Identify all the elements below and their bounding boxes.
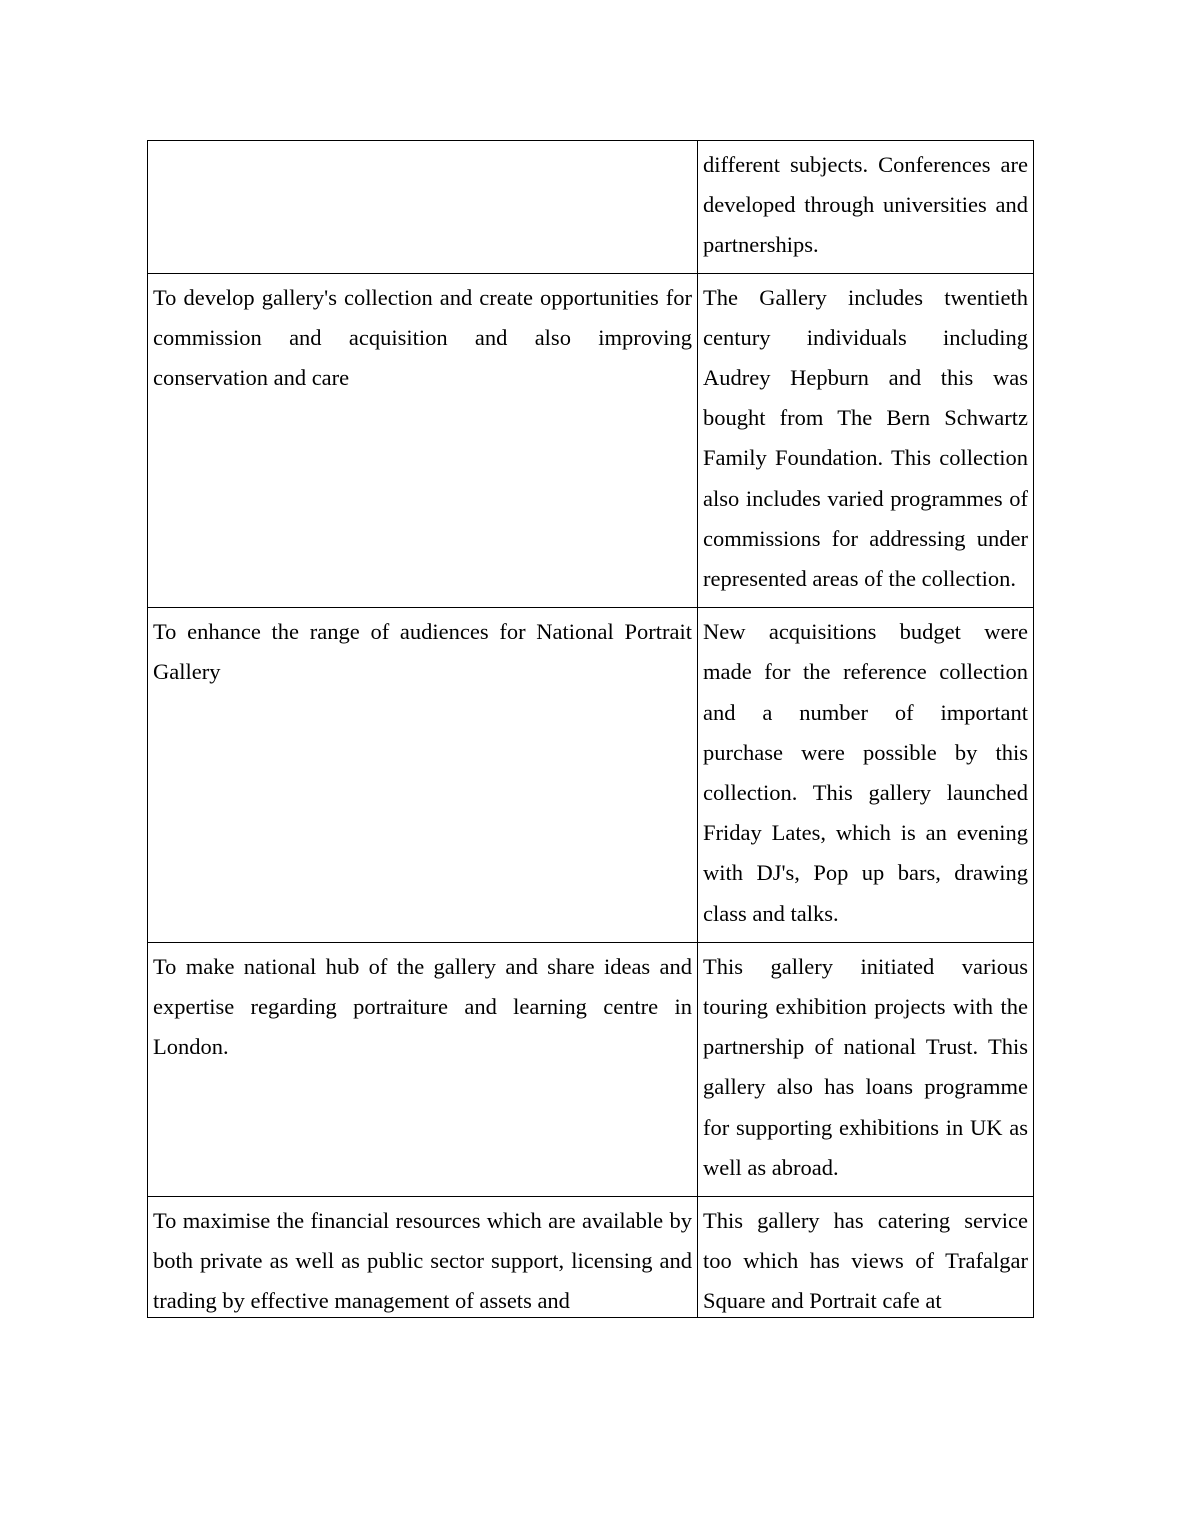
objective-text: To develop gallery's collection and create opportunities for commission and acquisition and also improving conservation and care — [153, 284, 692, 391]
objective-cell — [148, 273, 698, 608]
objective-cell — [148, 608, 698, 943]
table-row — [148, 608, 1034, 943]
objective-text: To make national hub of the gallery and share ideas and expertise regarding portraiture and learning centre in London. — [153, 953, 692, 1060]
objective-cell — [148, 942, 698, 1196]
objectives-table — [147, 140, 1034, 1318]
action-cell — [698, 1197, 1034, 1318]
objective-text — [148, 141, 697, 152]
action-cell — [698, 141, 1034, 274]
action-text: The Gallery includes twentieth century individuals including Audrey Hepburn and this was bought from The Bern Schwartz Family Foundation. This collection also includes varied programmes of commissions for addressing under represented areas of the collection. — [703, 284, 1028, 592]
action-cell — [698, 273, 1034, 608]
table-row — [148, 273, 1034, 608]
action-text: This gallery initiated various touring exhibition projects with the partnership of national Trust. This gallery also has loans programme for supporting exhibitions in UK as well as abroad. — [703, 953, 1028, 1180]
action-text: New acquisitions budget were made for the reference collection and a number of important purchase were possible by this collection. This gallery launched Friday Lates, which is an evening with DJ's, Pop up bars, drawing class and talks. — [703, 619, 1028, 926]
action-cell — [698, 608, 1034, 943]
table-row — [148, 942, 1034, 1196]
action-text: different subjects. Conferences are developed through universities and partnerships. — [703, 152, 1028, 258]
objective-cell — [148, 1197, 698, 1318]
table-row — [148, 1197, 1034, 1318]
action-text: This gallery has catering service too which has views of Trafalgar Square and Portrait cafe at — [703, 1208, 1028, 1314]
action-cell — [698, 942, 1034, 1196]
objective-text: To enhance the range of audiences for National Portrait Gallery — [153, 619, 692, 685]
table-row — [148, 141, 1034, 274]
objective-cell — [148, 141, 698, 274]
objective-text: To maximise the financial resources which are available by both private as well as public sector support, licensing and trading by effective management of assets and — [153, 1208, 692, 1314]
